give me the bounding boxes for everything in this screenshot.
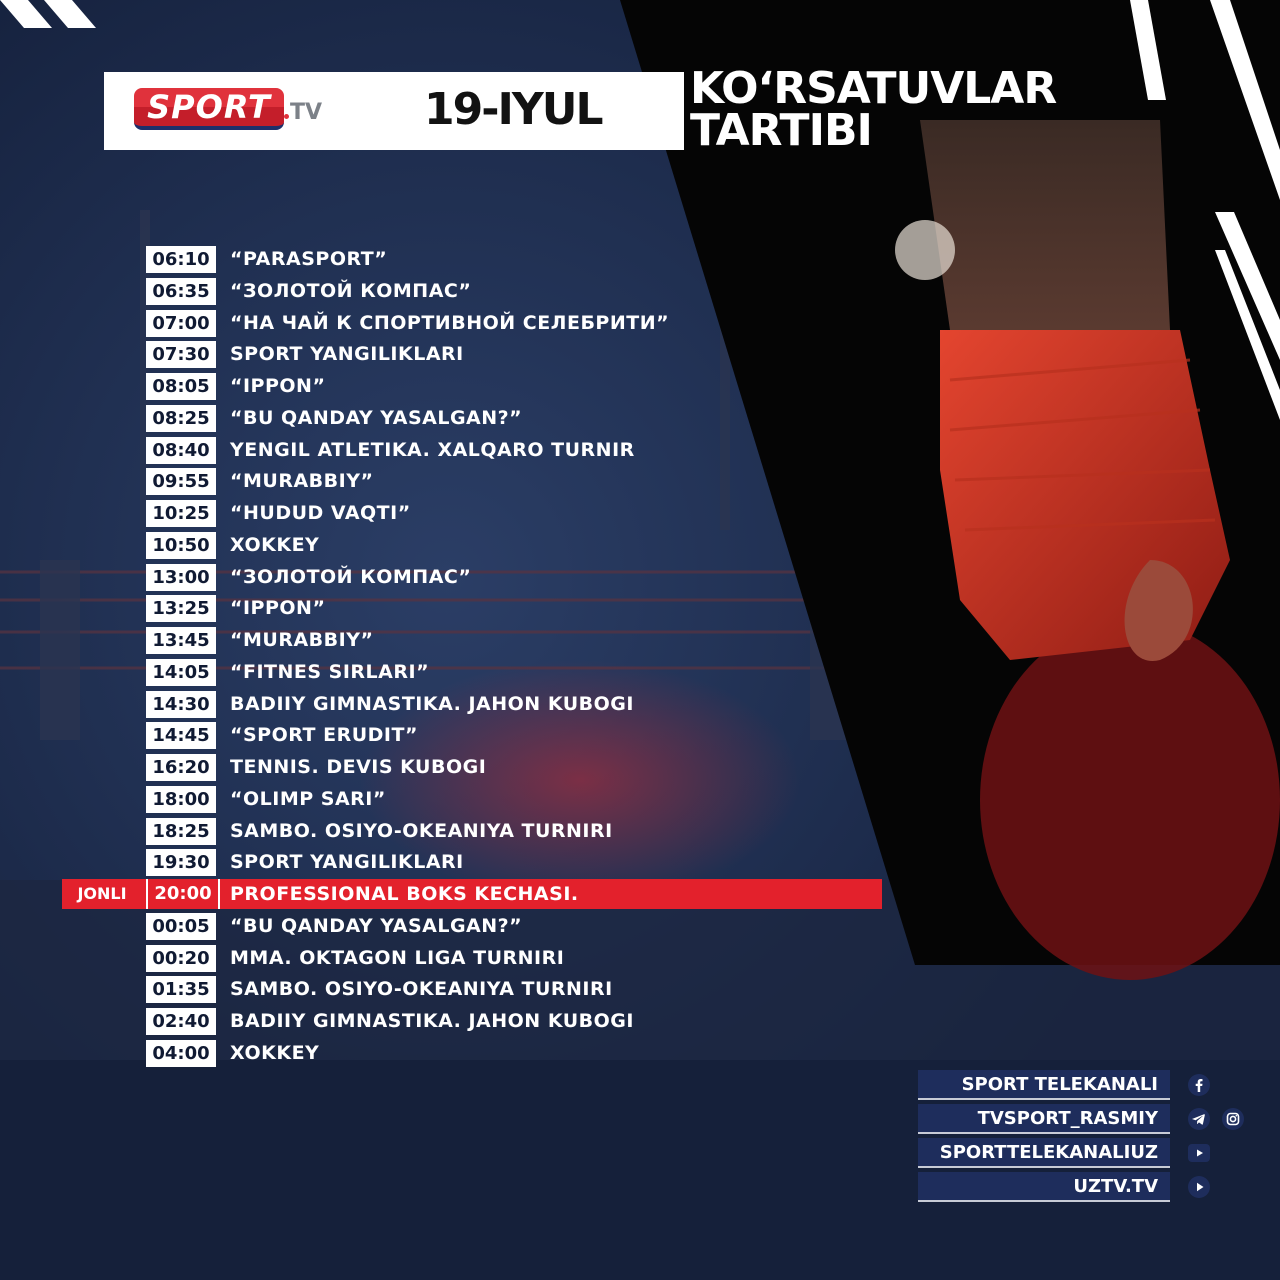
schedule-row [62,786,882,813]
schedule-time: 08:25 [146,405,216,432]
schedule-program-title: SAMBO. OSIYO-OKEANIYA TURNIRI [230,819,613,842]
schedule-program-title: SPORT YANGILIKLARI [230,343,464,366]
schedule-program-title: BADIIY GIMNASTIKA. JAHON KUBOGI [230,692,634,715]
schedule-time: 08:40 [146,437,216,464]
schedule-time: 13:45 [146,627,216,654]
schedule-program-title: “PARASPORT” [230,248,388,270]
schedule-time: 18:25 [146,818,216,845]
logo-sport-text: SPORT [134,88,284,130]
schedule-program-title: PROFESSIONAL BOKS KECHASI. [230,883,579,905]
youtube-icon[interactable] [1188,1142,1210,1164]
schedule-program-title: “FITNES SIRLARI” [230,660,430,683]
schedule-time: 18:00 [146,786,216,813]
schedule-program-title: SAMBO. OSIYO-OKEANIYA TURNIRI [230,978,613,1001]
schedule-program-title: “BU QANDAY YASALGAN?” [230,406,523,429]
schedule-row [62,373,882,400]
schedule-program-title: “OLIMP SARI” [230,787,386,810]
schedule-program-title: YENGIL ATLETIKA. XALQARO TURNIR [230,438,635,461]
schedule-program-title: SPORT YANGILIKLARI [230,851,464,874]
schedule-row [62,659,882,686]
schedule-time: 13:25 [146,595,216,622]
title-line-1: KO‘RSATUVLAR [690,63,1057,114]
page-title [690,63,1057,156]
schedule-row [62,849,882,876]
schedule-time: 06:10 [146,246,216,273]
logo-tv-text: TV [290,100,323,125]
schedule-time: 14:05 [146,659,216,686]
schedule-row [62,468,882,495]
social-row[interactable] [918,1172,1248,1202]
schedule-row [62,278,882,305]
schedule-program-title: MMA. OKTAGON LIGA TURNIRI [230,946,565,969]
schedule-time: 06:35 [146,278,216,305]
schedule-program-title: XOKKEY [230,1041,320,1064]
title-line-2: TARTIBI [690,105,872,156]
schedule-time: 10:25 [146,500,216,527]
social-row[interactable] [918,1138,1248,1168]
schedule-time: 02:40 [146,1008,216,1035]
schedule-row [62,500,882,527]
sport-tv-logo [134,88,334,134]
play-circle-icon[interactable] [1188,1176,1210,1198]
social-row[interactable] [918,1104,1248,1134]
schedule-program-title: “IPPON” [230,375,326,397]
schedule-row [62,722,882,749]
schedule-time: 13:00 [146,564,216,591]
social-handle[interactable]: UZTV.TV [918,1172,1170,1202]
schedule-time: 10:50 [146,532,216,559]
schedule-time: 04:00 [146,1040,216,1067]
schedule-row [62,818,882,845]
schedule-row [62,913,882,940]
schedule-time: 09:55 [146,468,216,495]
schedule-row-live [62,881,882,908]
schedule-time: 07:30 [146,341,216,368]
facebook-icon[interactable] [1188,1074,1210,1096]
schedule-program-title: BADIIY GIMNASTIKA. JAHON KUBOGI [230,1010,634,1032]
schedule-row [62,976,882,1003]
schedule-program-title: XOKKEY [230,533,320,556]
social-handle[interactable]: SPORT TELEKANALI [918,1070,1170,1100]
schedule-row [62,405,882,432]
schedule-row [62,246,882,273]
schedule-time: 16:20 [146,754,216,781]
schedule-row [62,595,882,622]
schedule-time: 08:05 [146,373,216,400]
schedule-row [62,754,882,781]
schedule-time: 00:05 [146,913,216,940]
schedule-time: 14:45 [146,722,216,749]
schedule-row [62,627,882,654]
schedule-program-title: “MURABBIY” [230,470,374,493]
schedule-row [62,532,882,559]
schedule-program-title: “ЗОЛОТОЙ КОМПАС” [230,565,472,588]
schedule-row [62,310,882,337]
schedule-time: 00:20 [146,945,216,972]
schedule-date: 19-IYUL [424,84,602,135]
schedule-row [62,945,882,972]
schedule-program-title: “НА ЧАЙ К СПОРТИВНОЙ СЕЛЕБРИТИ” [230,311,670,334]
schedule-time: 07:00 [146,310,216,337]
schedule-program-title: “IPPON” [230,597,326,620]
schedule-program-title: “MURABBIY” [230,629,374,651]
social-handle[interactable]: TVSPORT_RASMIY [918,1104,1170,1134]
schedule-program-title: TENNIS. DEVIS KUBOGI [230,756,487,778]
schedule-time: 14:30 [146,691,216,718]
schedule-program-title: “SPORT ERUDIT” [230,724,418,747]
schedule-row [62,341,882,368]
telegram-icon[interactable] [1188,1108,1210,1130]
schedule-program-title: “HUDUD VAQTI” [230,502,411,524]
schedule-time: 19:30 [146,849,216,876]
schedule-program-title: “BU QANDAY YASALGAN?” [230,914,523,937]
instagram-icon[interactable] [1222,1108,1244,1130]
social-handle[interactable]: SPORTTELEKANALIUZ [918,1138,1170,1168]
schedule-row [62,564,882,591]
live-tag: JONLI [77,884,127,903]
schedule-row [62,1040,882,1067]
schedule-row [62,437,882,464]
schedule-row [62,691,882,718]
schedule-time: 01:35 [146,976,216,1003]
schedule-row [62,1008,882,1035]
social-row[interactable] [918,1070,1248,1100]
schedule-program-title: “ЗОЛОТОЙ КОМПАС” [230,279,472,302]
schedule-time: 20:00 [146,879,220,909]
